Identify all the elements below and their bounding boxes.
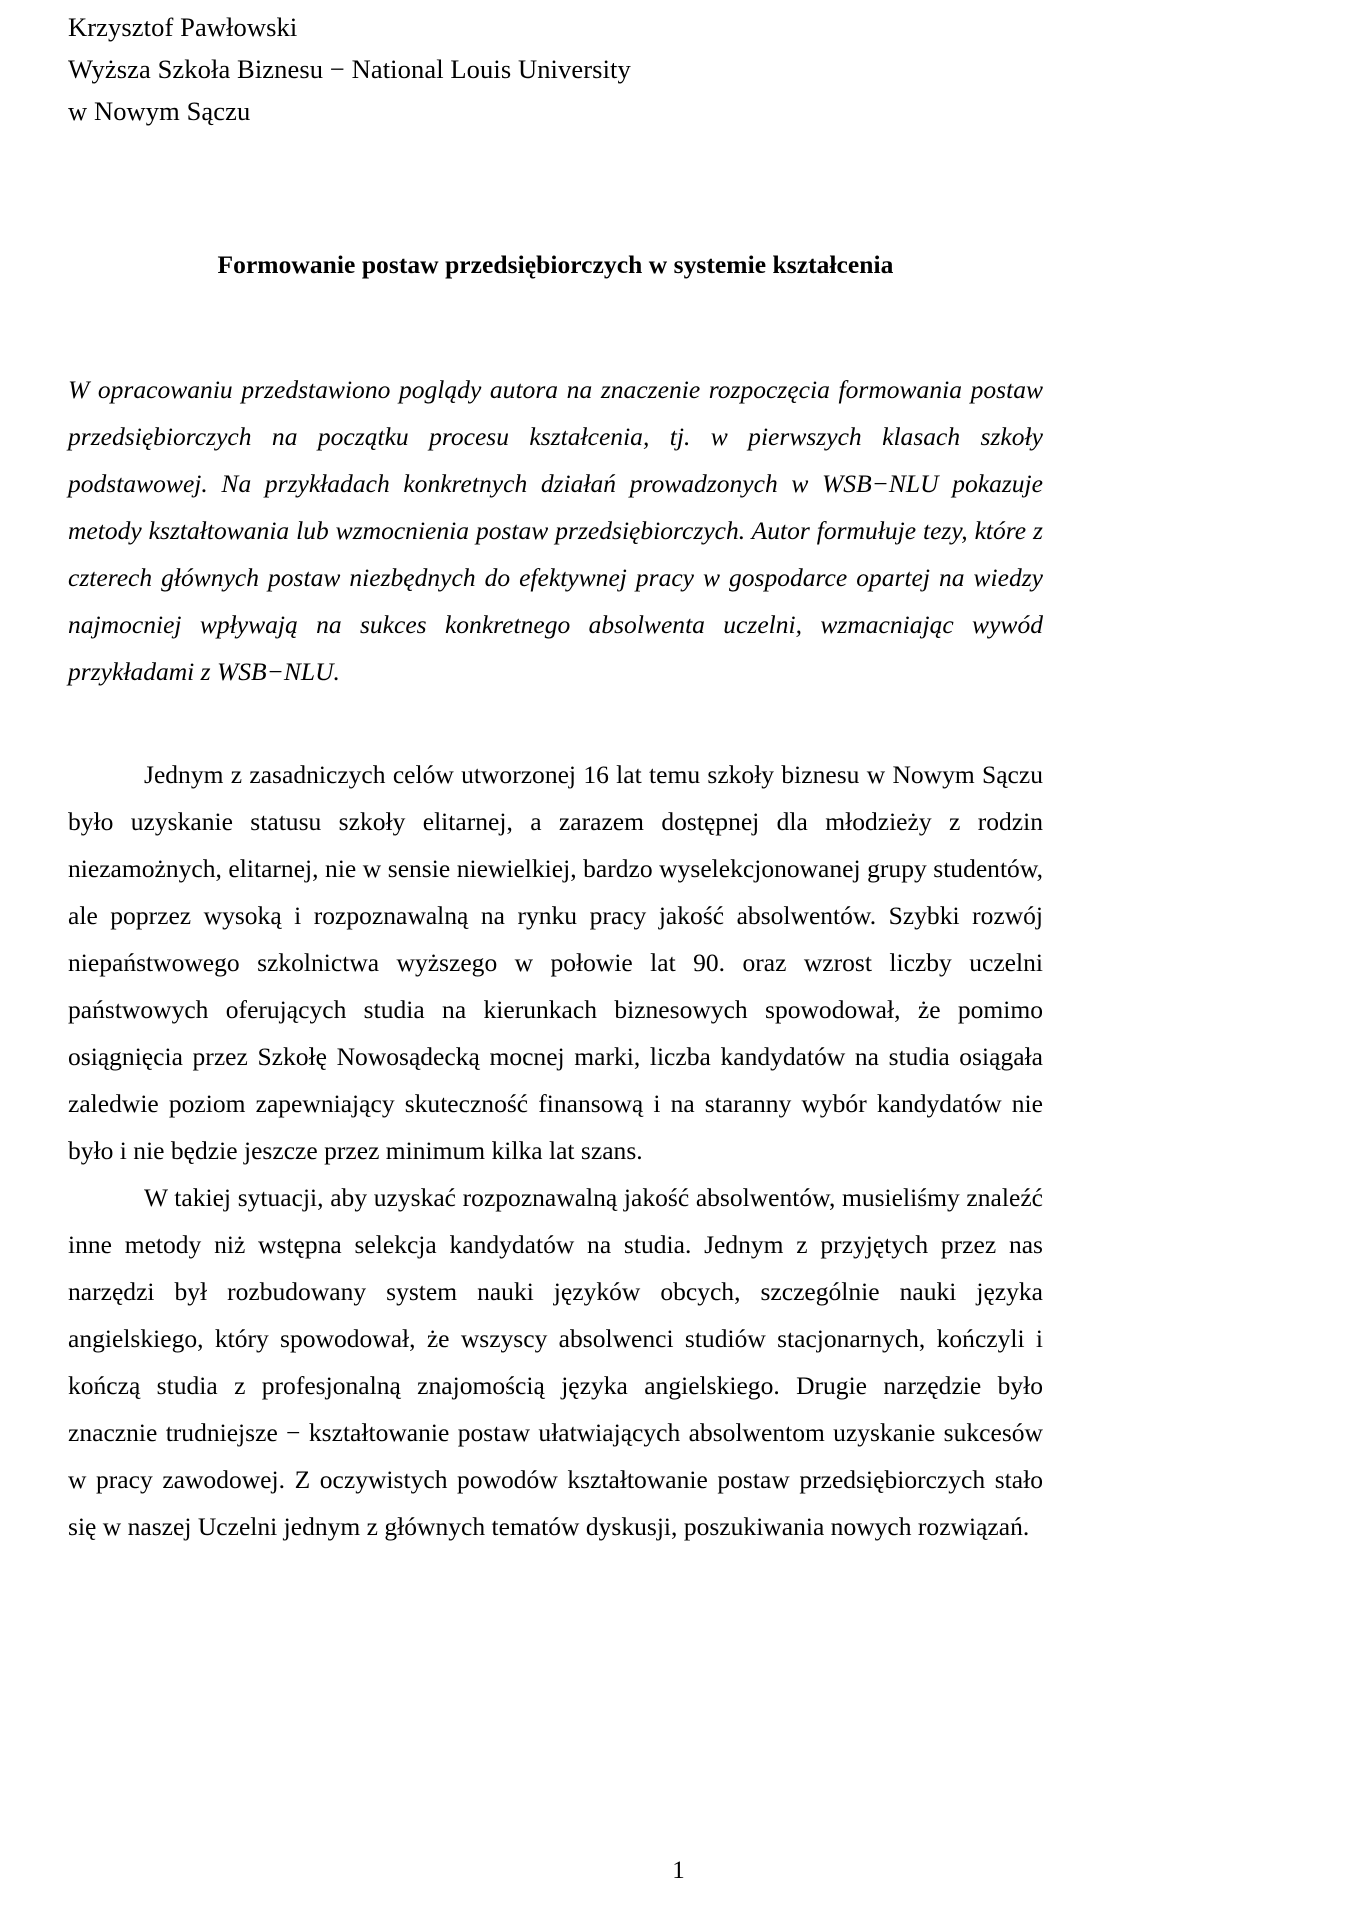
- abstract-paragraph: W opracowaniu przedstawiono poglądy autora na znaczenie rozpoczęcia formowania postaw przedsiębiorczych na początku procesu kształcenia, tj. w pierwszych klasach szkoły podstawowej. Na przykładach konkretnych działań prowadzonych w WSB−NLU pokazuje metody kształtowania lub wzmocnienia postaw przedsiębiorczych. Autor formułuje tezy, które z czterech głównych postaw niezbędnych do efektywnej pracy w gospodarce opartej na wiedzy najmocniej wpływają na sukces konkretnego absolwenta uczelni, wzmacniając wywód przykładami z WSB−NLU.: [68, 375, 1043, 686]
- affiliation-line-2: w Nowym Sączu: [68, 96, 251, 126]
- affiliation-line-1: Wyższa Szkoła Biznesu − National Louis University: [68, 54, 631, 84]
- abstract-section: [68, 366, 1043, 695]
- author-name: Krzysztof Pawłowski: [68, 12, 298, 42]
- body-paragraph-1: Jednym z zasadniczych celów utworzonej 16 lat temu szkoły biznesu w Nowym Sączu było uzyskanie statusu szkoły elitarnej, a zarazem dostępnej dla młodzieży z rodzin niezamożnych, elitarnej, nie w sensie niewielkiej, bardzo wyselekcjonowanej grupy studentów, ale poprzez wysoką i rozpoznawalną na rynku pracy jakość absolwentów. Szybki rozwój niepaństwowego szkolnictwa wyższego w połowie lat 90. oraz wzrost liczby uczelni państwowych oferujących studia na kierunkach biznesowych spowodował, że pomimo osiągnięcia przez Szkołę Nowosądecką mocnej marki, liczba kandydatów na studia osiągała zaledwie poziom zapewniający skuteczność finansową i na staranny wybór kandydatów nie było i nie będzie jeszcze przez minimum kilka lat szans.: [68, 760, 1043, 1165]
- page-number: 1: [672, 1857, 685, 1884]
- body-section: [68, 751, 1043, 1550]
- body-paragraph-2: W takiej sytuacji, aby uzyskać rozpoznawalną jakość absolwentów, musieliśmy znaleźć inne metody niż wstępna selekcja kandydatów na studia. Jednym z przyjętych przez nas narzędzi był rozbudowany system nauki języków obcych, szczególnie nauki języka angielskiego, który spowodował, że wszyscy absolwenci studiów stacjonarnych, kończyli i kończą studia z profesjonalną znajomością języka angielskiego. Drugie narzędzie było znacznie trudniejsze − kształtowanie postaw ułatwiających absolwentom uzyskanie sukcesów w pracy zawodowej. Z oczywistych powodów kształtowanie postaw przedsiębiorczych stało się w naszej Uczelni jednym z głównych tematów dyskusji, poszukiwania nowych rozwiązań.: [68, 1183, 1043, 1541]
- author-affiliation-block: [68, 6, 1043, 132]
- page-title: Formowanie postaw przedsiębiorczych w systemie kształcenia: [217, 250, 894, 279]
- page-content: [68, 0, 1043, 1550]
